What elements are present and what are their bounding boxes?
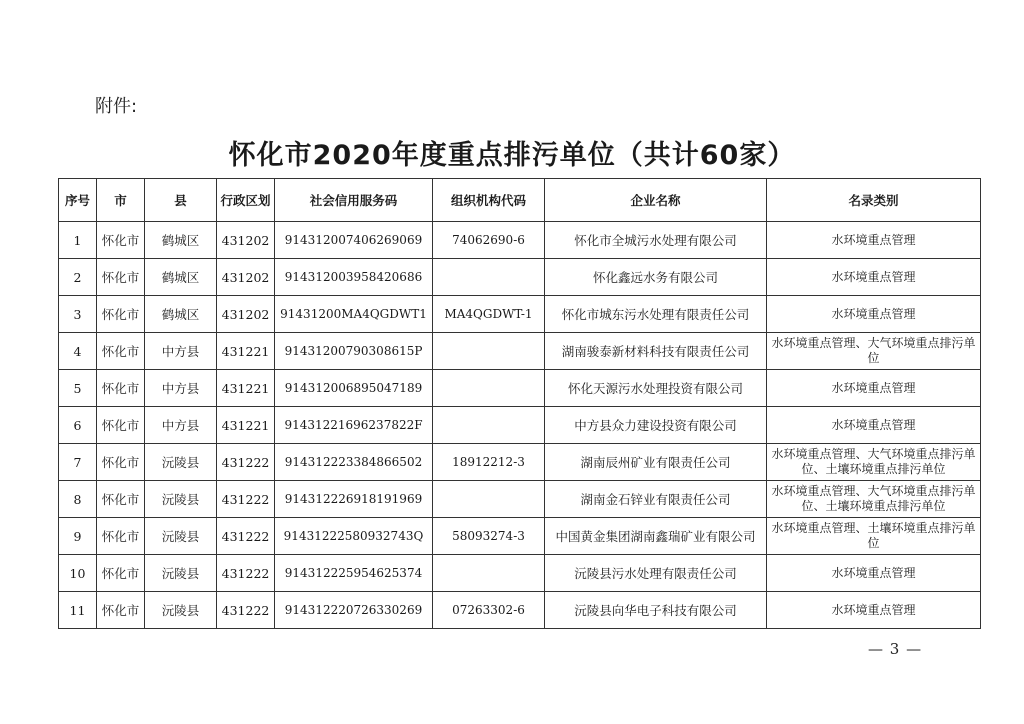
- cell-credit-code: 914312006895047189: [275, 370, 433, 407]
- cell-county: 鹤城区: [145, 259, 217, 296]
- cell-county: 沅陵县: [145, 444, 217, 481]
- cell-seq: 9: [59, 518, 97, 555]
- cell-org-code: [433, 259, 545, 296]
- table-row: [59, 481, 981, 518]
- header-county: 县: [145, 179, 217, 222]
- cell-company: 怀化天源污水处理投资有限公司: [545, 370, 767, 407]
- header-credit-code: 社会信用服务码: [275, 179, 433, 222]
- cell-credit-code: 914312226918191969: [275, 481, 433, 518]
- cell-seq: 1: [59, 222, 97, 259]
- cell-city: 怀化市: [97, 444, 145, 481]
- cell-admin-code: 431221: [217, 370, 275, 407]
- cell-category: 水环境重点管理: [767, 555, 981, 592]
- cell-org-code: MA4QGDWT-1: [433, 296, 545, 333]
- cell-city: 怀化市: [97, 481, 145, 518]
- cell-company: 中国黄金集团湖南鑫瑞矿业有限公司: [545, 518, 767, 555]
- header-city: 市: [97, 179, 145, 222]
- cell-org-code: 58093274-3: [433, 518, 545, 555]
- cell-seq: 10: [59, 555, 97, 592]
- cell-credit-code: 914312223384866502: [275, 444, 433, 481]
- cell-seq: 6: [59, 407, 97, 444]
- cell-org-code: [433, 481, 545, 518]
- cell-category: 水环境重点管理: [767, 259, 981, 296]
- cell-city: 怀化市: [97, 259, 145, 296]
- table-header-row: [59, 179, 981, 222]
- cell-admin-code: 431222: [217, 444, 275, 481]
- cell-org-code: [433, 370, 545, 407]
- cell-admin-code: 431222: [217, 481, 275, 518]
- cell-city: 怀化市: [97, 370, 145, 407]
- cell-seq: 5: [59, 370, 97, 407]
- cell-category: 水环境重点管理、大气环境重点排污单位: [767, 333, 981, 370]
- cell-credit-code: 914312225954625374: [275, 555, 433, 592]
- table-row: [59, 222, 981, 259]
- cell-org-code: [433, 333, 545, 370]
- cell-company: 沅陵县向华电子科技有限公司: [545, 592, 767, 629]
- cell-credit-code: 91431200790308615P: [275, 333, 433, 370]
- cell-company: 怀化市城东污水处理有限责任公司: [545, 296, 767, 333]
- cell-county: 中方县: [145, 333, 217, 370]
- cell-admin-code: 431202: [217, 259, 275, 296]
- table-row: [59, 259, 981, 296]
- table-row: [59, 407, 981, 444]
- table-row: [59, 518, 981, 555]
- table-body: [59, 222, 981, 629]
- table-row: [59, 444, 981, 481]
- header-org-code: 组织机构代码: [433, 179, 545, 222]
- cell-credit-code: 91431200MA4QGDWT1: [275, 296, 433, 333]
- table-row: [59, 592, 981, 629]
- cell-seq: 4: [59, 333, 97, 370]
- cell-credit-code: 91431222580932743Q: [275, 518, 433, 555]
- cell-admin-code: 431221: [217, 333, 275, 370]
- cell-city: 怀化市: [97, 555, 145, 592]
- cell-city: 怀化市: [97, 592, 145, 629]
- cell-credit-code: 91431221696237822F: [275, 407, 433, 444]
- cell-category: 水环境重点管理、大气环境重点排污单位、土壤环境重点排污单位: [767, 444, 981, 481]
- header-seq: 序号: [59, 179, 97, 222]
- table-row: [59, 555, 981, 592]
- cell-county: 鹤城区: [145, 222, 217, 259]
- cell-category: 水环境重点管理: [767, 592, 981, 629]
- cell-admin-code: 431222: [217, 592, 275, 629]
- cell-county: 沅陵县: [145, 555, 217, 592]
- cell-county: 中方县: [145, 370, 217, 407]
- cell-category: 水环境重点管理: [767, 222, 981, 259]
- cell-category: 水环境重点管理: [767, 296, 981, 333]
- header-company: 企业名称: [545, 179, 767, 222]
- cell-county: 沅陵县: [145, 518, 217, 555]
- cell-county: 中方县: [145, 407, 217, 444]
- table-row: [59, 333, 981, 370]
- cell-company: 沅陵县污水处理有限责任公司: [545, 555, 767, 592]
- cell-credit-code: 914312007406269069: [275, 222, 433, 259]
- cell-admin-code: 431202: [217, 296, 275, 333]
- cell-company: 湖南金石锌业有限责任公司: [545, 481, 767, 518]
- cell-city: 怀化市: [97, 518, 145, 555]
- cell-org-code: 74062690-6: [433, 222, 545, 259]
- cell-admin-code: 431221: [217, 407, 275, 444]
- cell-seq: 3: [59, 296, 97, 333]
- cell-seq: 7: [59, 444, 97, 481]
- cell-category: 水环境重点管理、土壤环境重点排污单位: [767, 518, 981, 555]
- polluter-table: [58, 178, 981, 629]
- cell-credit-code: 914312220726330269: [275, 592, 433, 629]
- cell-company: 湖南辰州矿业有限责任公司: [545, 444, 767, 481]
- attachment-label: 附件:: [95, 96, 138, 117]
- cell-company: 湖南骏泰新材料科技有限责任公司: [545, 333, 767, 370]
- cell-county: 沅陵县: [145, 592, 217, 629]
- header-category: 名录类别: [767, 179, 981, 222]
- cell-org-code: [433, 555, 545, 592]
- cell-category: 水环境重点管理: [767, 370, 981, 407]
- page-number: — 3 —: [868, 640, 923, 658]
- cell-company: 中方县众力建设投资有限公司: [545, 407, 767, 444]
- cell-seq: 2: [59, 259, 97, 296]
- table-row: [59, 296, 981, 333]
- cell-city: 怀化市: [97, 333, 145, 370]
- cell-org-code: [433, 407, 545, 444]
- cell-category: 水环境重点管理: [767, 407, 981, 444]
- cell-credit-code: 914312003958420686: [275, 259, 433, 296]
- cell-city: 怀化市: [97, 296, 145, 333]
- cell-company: 怀化市全城污水处理有限公司: [545, 222, 767, 259]
- cell-admin-code: 431202: [217, 222, 275, 259]
- cell-county: 沅陵县: [145, 481, 217, 518]
- cell-city: 怀化市: [97, 222, 145, 259]
- cell-city: 怀化市: [97, 407, 145, 444]
- cell-admin-code: 431222: [217, 518, 275, 555]
- cell-admin-code: 431222: [217, 555, 275, 592]
- cell-company: 怀化鑫远水务有限公司: [545, 259, 767, 296]
- cell-seq: 11: [59, 592, 97, 629]
- header-admin-code: 行政区划: [217, 179, 275, 222]
- cell-seq: 8: [59, 481, 97, 518]
- cell-county: 鹤城区: [145, 296, 217, 333]
- cell-org-code: 18912212-3: [433, 444, 545, 481]
- cell-category: 水环境重点管理、大气环境重点排污单位、土壤环境重点排污单位: [767, 481, 981, 518]
- cell-org-code: 07263302-6: [433, 592, 545, 629]
- document-title: 怀化市2020年度重点排污单位（共计60家）: [228, 140, 796, 171]
- table-row: [59, 370, 981, 407]
